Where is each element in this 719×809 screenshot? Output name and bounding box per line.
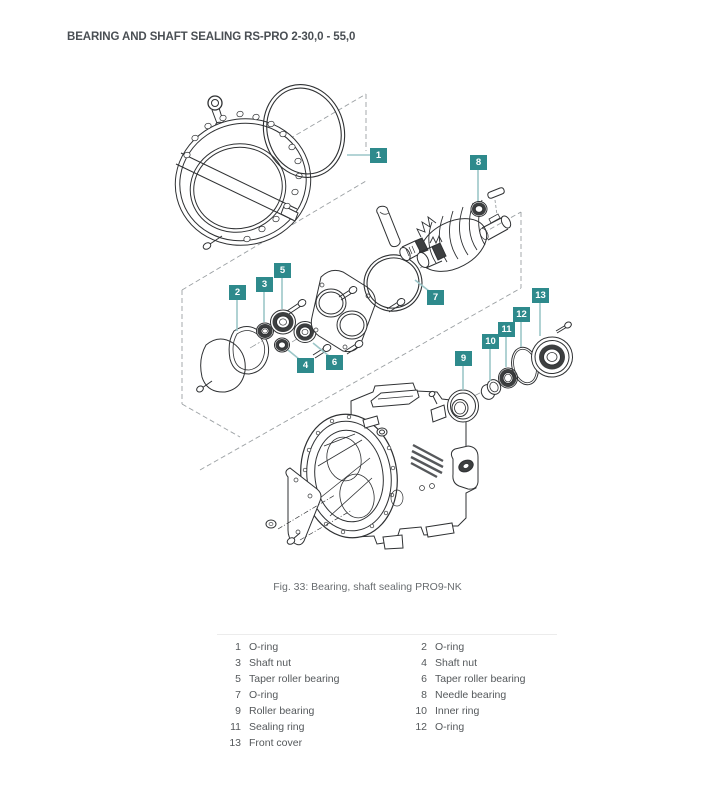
part-number: 12 [415,721,427,733]
table-row [217,687,557,703]
part-number: 1 [235,641,241,653]
part-number: 3 [235,657,241,669]
callout-12: 12 [513,307,530,322]
part-number: 9 [235,705,241,717]
part-name: Taper roller bearing [435,673,526,685]
end-cover-drawing [287,270,406,358]
table-row [217,655,557,671]
part-number: 11 [230,721,241,733]
callout-4: 4 [297,358,314,373]
part-name: O-ring [249,689,279,701]
part-number: 10 [415,705,427,717]
part-number: 5 [235,673,241,685]
callout-10: 10 [482,334,499,349]
part-name: O-ring [249,641,279,653]
part-name: Shaft nut [249,657,292,669]
page-title: BEARING AND SHAFT SEALING RS-PRO 2-30,0 - 55,0 [67,31,356,43]
part-number [403,735,427,751]
callout-9: 9 [455,351,472,366]
part-name: Inner ring [435,705,480,717]
part-name: Shaft nut [435,657,478,669]
exploded-diagram [0,75,719,580]
callout-13: 13 [532,288,549,303]
bearing-row-drawing [257,310,317,352]
parts-table [217,634,557,751]
table-row [217,671,557,687]
callout-2: 2 [229,285,246,300]
part-number: 6 [421,673,427,685]
table-row [217,639,557,655]
callout-1: 1 [370,148,387,163]
table-row [217,735,557,751]
callout-8: 8 [470,155,487,170]
callout-11: 11 [498,322,515,337]
table-row [217,719,557,735]
part-name: Taper roller bearing [249,673,340,685]
part-number: 13 [229,737,241,749]
housing-drawing [266,383,478,549]
part-number: 7 [235,689,241,701]
callout-3: 3 [256,277,273,292]
o-ring-2-drawing [196,327,269,394]
part-name: Needle bearing [435,689,507,701]
callout-6: 6 [326,355,343,370]
part-number: 8 [421,689,427,701]
part-name: Roller bearing [249,705,315,717]
part-name: Sealing ring [249,721,305,733]
callout-5: 5 [274,263,291,278]
part-number: 2 [421,641,427,653]
cover-drawing [162,96,324,260]
rotor-drawing [377,188,513,282]
figure-caption: Fig. 33: Bearing, shaft sealing PRO9-NK [273,581,462,593]
part-name: O-ring [435,721,465,733]
callout-7: 7 [427,290,444,305]
part-name: O-ring [435,641,465,653]
table-row [217,703,557,719]
part-name: Front cover [249,737,303,749]
part-number: 4 [421,657,427,669]
